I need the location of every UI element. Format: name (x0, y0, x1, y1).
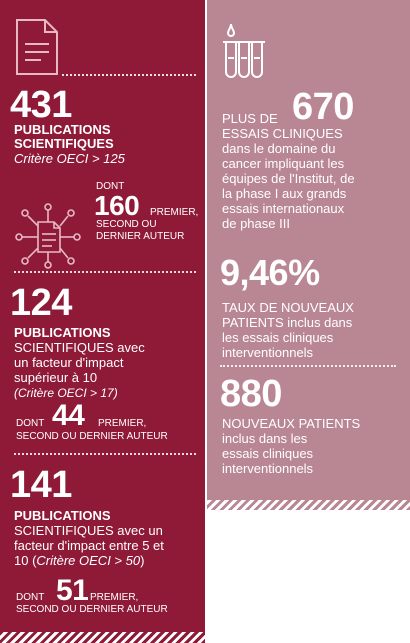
sub-label-dernier: DERNIER AUTEUR (96, 231, 185, 242)
label-phase-iii: de phase III (222, 216, 290, 231)
label-taux: TAUX DE NOUVEAUX (222, 300, 354, 315)
label-interventionnels: interventionnels (222, 345, 314, 360)
divider-2 (14, 271, 196, 273)
stat-number-9-46: 9,46% (220, 252, 320, 293)
stat-number-431: 431 (10, 84, 72, 126)
stat-number-880: 880 (220, 373, 282, 415)
label-facteur-impact: un facteur d'impact (14, 355, 124, 370)
label-scientifiques-avec-3: SCIENTIFIQUES avec un (14, 523, 163, 538)
label-scientifiques: SCIENTIFIQUES (14, 136, 114, 151)
label-range-3 (14, 554, 144, 568)
label-superieur: supérieur à 10 (14, 370, 98, 385)
range-prefix: 10 ( (14, 553, 37, 568)
label-inclus: inclus dans les (222, 431, 308, 446)
label-essais-cliniques-2: les essais cliniques (222, 330, 334, 345)
prefix-plus-de: PLUS DE (222, 111, 278, 126)
label-publications-3: PUBLICATIONS (14, 508, 111, 523)
label-essais-cliniques-3: essais cliniques (222, 446, 314, 461)
dont-label-2: DONT (16, 418, 45, 429)
document-icon (15, 18, 59, 76)
bottom-hatch-strip (0, 632, 205, 643)
label-publications-2: PUBLICATIONS (14, 325, 111, 340)
stat-number-124: 124 (10, 282, 72, 324)
criteria-label-3: Critère OECI > 50 (36, 553, 141, 568)
sub-label-second-3: SECOND OU DERNIER AUTEUR (16, 604, 168, 615)
sub-label-second-2: SECOND OU DERNIER AUTEUR (16, 431, 168, 442)
label-cancer: cancer impliquant les (222, 156, 345, 171)
network-document-icon (12, 200, 84, 272)
dont-label-3: DONT (16, 592, 45, 603)
right-hatch-strip (207, 500, 410, 510)
stat-number-51: 51 (56, 574, 89, 607)
range-suffix: ) (140, 553, 145, 568)
criteria-label-2: (Critère OECI > 17) (14, 386, 118, 400)
stat-number-141: 141 (10, 464, 72, 506)
label-equipes: équipes de l'Institut, de (222, 171, 355, 186)
label-essais-internationaux: essais internationaux (222, 201, 345, 216)
sub-label-premier-2: PREMIER, (98, 418, 147, 429)
divider-1 (62, 74, 196, 76)
divider-right (220, 365, 396, 367)
label-nouveaux-patients: NOUVEAUX PATIENTS (222, 416, 361, 431)
sub-label-second: SECOND OU (96, 219, 157, 230)
divider-3 (14, 453, 196, 455)
dont-label-1: DONT (96, 181, 125, 192)
sub-label-premier: PREMIER, (150, 207, 199, 218)
label-domaine: dans le domaine du (222, 141, 336, 156)
label-facteur-impact-3: facteur d'impact entre 5 et (14, 538, 164, 553)
label-publications: PUBLICATIONS (14, 122, 111, 137)
test-tubes-icon (220, 20, 268, 82)
criteria-label: Critère OECI > 125 (14, 151, 125, 166)
label-interventionnels-3: interventionnels (222, 461, 314, 476)
label-essais-cliniques: ESSAIS CLINIQUES (222, 126, 343, 141)
label-scientifiques-avec: SCIENTIFIQUES avec (14, 340, 145, 355)
stat-number-44: 44 (52, 399, 85, 432)
label-patients-inclus: PATIENTS inclus dans (222, 315, 353, 330)
stat-number-670: 670 (292, 86, 354, 128)
sub-label-premier-3: PREMIER, (90, 592, 139, 603)
label-phase-i: la phase I aux grands (222, 186, 347, 201)
stat-number-160: 160 (94, 190, 140, 221)
